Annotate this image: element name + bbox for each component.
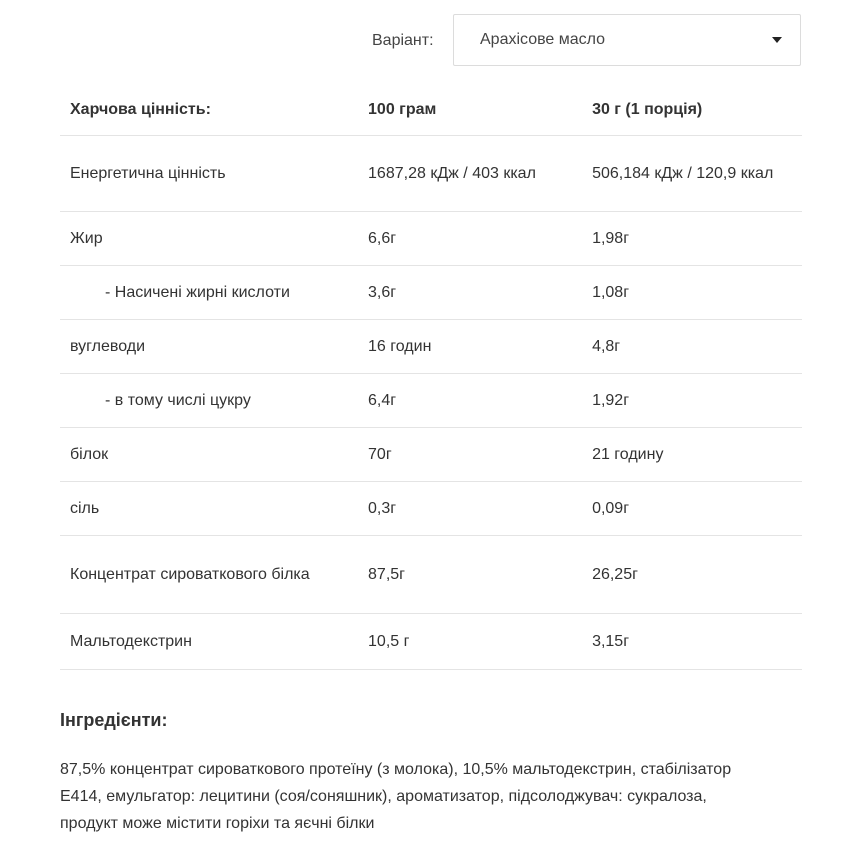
table-row [60, 482, 802, 536]
ingredients-text: 87,5% концентрат сироваткового протеїну (з молока), 10,5% мальтодекстрин, стабілізатор Е414, емульгатор: лецитини (соя/соняшник), ароматизатор, підсолоджувач: сукралоза, продукт може містити горіхи та яєчні білки [60, 761, 732, 832]
value-per-100g: 3,6г [358, 266, 582, 320]
nutrient-name: сіль [60, 482, 358, 536]
value-per-serving: 1,92г [582, 374, 802, 428]
variant-selected-value: Арахісове масло [480, 31, 606, 48]
value-per-serving: 26,25г [582, 536, 802, 614]
table-row [60, 536, 802, 614]
value-per-serving: 4,8г [582, 320, 802, 374]
value-per-100g: 1687,28 кДж / 403 ккал [358, 136, 582, 212]
table-row [60, 614, 802, 670]
table-row [60, 212, 802, 266]
ingredients-title: Інгредієнти: [60, 710, 168, 730]
value-per-100g: 6,6г [358, 212, 582, 266]
nutrient-name: вуглеводи [60, 320, 358, 374]
caret-down-icon [772, 37, 782, 43]
value-per-100g: 10,5 г [358, 614, 582, 670]
value-per-serving: 1,98г [582, 212, 802, 266]
nutrient-name: Енергетична цінність [60, 136, 358, 212]
value-per-100g: 6,4г [358, 374, 582, 428]
value-per-serving: 1,08г [582, 266, 802, 320]
header-per-100g: 100 грам [358, 84, 582, 136]
nutrition-header-row [60, 84, 802, 136]
value-per-serving: 506,184 кДж / 120,9 ккал [582, 136, 802, 212]
nutrition-table [60, 84, 802, 670]
value-per-100g: 0,3г [358, 482, 582, 536]
value-per-serving: 3,15г [582, 614, 802, 670]
value-per-100g: 87,5г [358, 536, 582, 614]
nutrient-name: Жир [60, 212, 358, 266]
table-row [60, 136, 802, 212]
variant-selector-row [0, 14, 802, 68]
nutrient-name: - Насичені жирні кислоти [60, 266, 358, 320]
header-nutrition-value: Харчова цінність: [60, 84, 358, 136]
table-row [60, 266, 802, 320]
table-row [60, 428, 802, 482]
nutrient-name: - в тому числі цукру [60, 374, 358, 428]
nutrient-name: білок [60, 428, 358, 482]
nutrient-name: Мальтодекстрин [60, 614, 358, 670]
nutrient-name: Концентрат сироваткового білка [60, 536, 358, 614]
variant-label: Варіант: [372, 32, 434, 49]
value-per-100g: 70г [358, 428, 582, 482]
value-per-serving: 21 годину [582, 428, 802, 482]
table-row [60, 374, 802, 428]
header-per-serving: 30 г (1 порція) [582, 84, 802, 136]
variant-select[interactable] [453, 14, 801, 66]
table-row [60, 320, 802, 374]
value-per-serving: 0,09г [582, 482, 802, 536]
value-per-100g: 16 годин [358, 320, 582, 374]
